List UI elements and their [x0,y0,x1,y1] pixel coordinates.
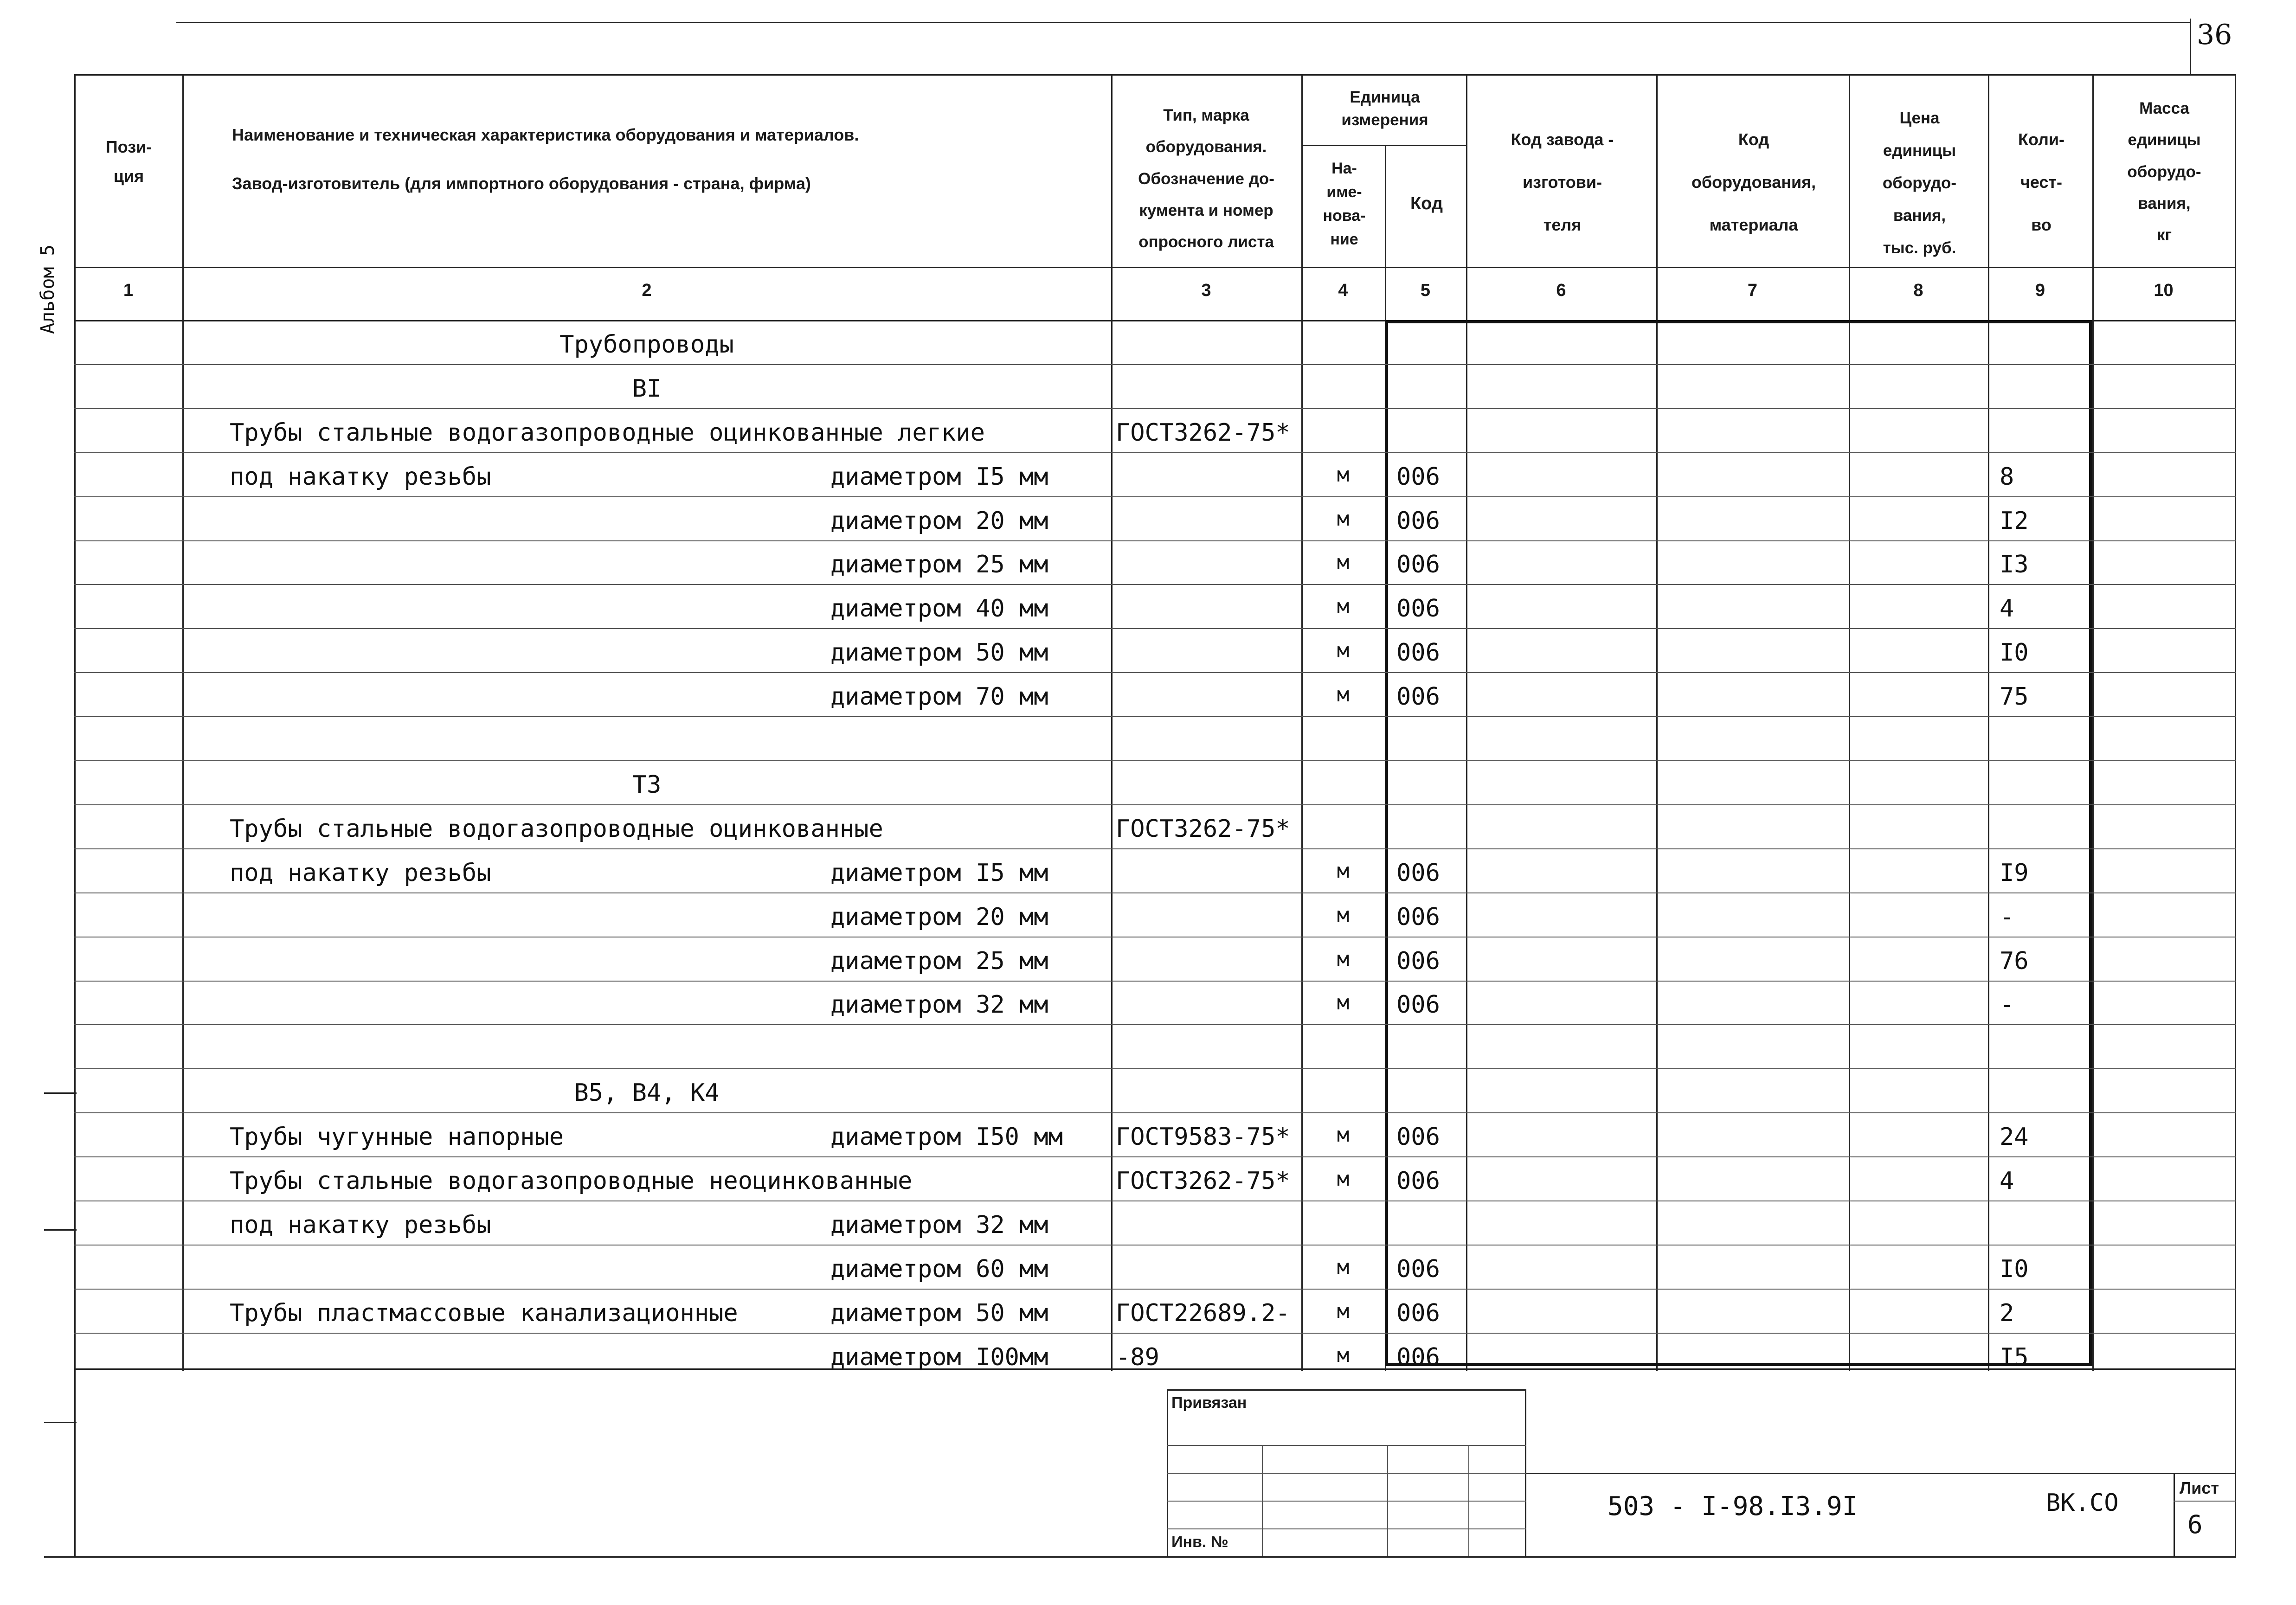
cell-gost: ГОСТ3262-75* [1116,419,1290,447]
margin-tick [44,1092,77,1094]
cell-qty: I5 [2000,1343,2029,1371]
col-number: 8 [1913,281,1923,300]
cell-diam: диаметром 50 мм [830,639,1048,667]
cell-diam: диаметром I00мм [830,1343,1048,1371]
col-line [182,74,184,1371]
col-line [2092,74,2094,1371]
cell-diam: диаметром 20 мм [830,903,1048,931]
cell-code: 006 [1396,1123,1440,1151]
cell-qty: 8 [2000,463,2014,491]
cell-unit: м [1337,1123,1350,1147]
cell-unit: м [1337,947,1350,971]
cell-diam: диаметром 70 мм [830,683,1048,711]
cell-code: 006 [1396,551,1440,578]
cell-qty: 4 [2000,1167,2014,1195]
cell-code: 006 [1396,859,1440,887]
cell-gost: ГОСТ9583-75* [1116,1123,1290,1151]
cell-diam: диаметром 25 мм [830,551,1048,578]
cell-qty: - [2000,991,2014,1019]
stamp-title-line [1526,1473,2236,1474]
cell-diam: диаметром 60 мм [830,1255,1048,1283]
margin-tick [44,1422,77,1423]
row-divider [74,672,2236,673]
row-divider [74,408,2236,409]
stamp-sheet-split [2174,1501,2236,1502]
header-name-line2: Завод-изготовитель (для импортного оборудования - страна, фирма) [232,174,811,193]
col-number: 3 [1201,281,1211,300]
row-divider [74,364,2236,365]
cell-code: 006 [1396,1255,1440,1283]
doc-code: 503 - I-98.I3.9I [1608,1491,1858,1522]
col-number: 7 [1747,281,1758,300]
page-number-frame [2190,19,2191,74]
doc-mark: ВК.СО [2046,1489,2119,1517]
top-line [176,22,2190,23]
unit-split-line [1301,145,1466,146]
cell-gost: ГОСТ3262-75* [1116,815,1290,843]
frame-top [74,74,2236,76]
cell-code: 006 [1396,639,1440,667]
cell-code: 006 [1396,1167,1440,1195]
cell-qty: I2 [2000,507,2029,535]
cell-qty: 24 [2000,1123,2029,1151]
col-number: 9 [2035,281,2045,300]
row-divider [74,848,2236,849]
cell-diam: диаметром 40 мм [830,595,1048,623]
cell-name: Трубы стальные водогазопроводные оцинкованные легкие [230,419,985,447]
row-divider [74,981,2236,982]
col-number: 6 [1556,281,1566,300]
row-divider [74,452,2236,453]
stamp-line [1262,1445,1263,1556]
stamp-sheet-line [2174,1473,2175,1556]
sheet-number: 6 [2187,1510,2203,1539]
cell-unit: м [1337,903,1350,927]
header-name-line1: Наименование и техническая характеристика оборудования и материалов. [232,125,859,144]
stamp-line [1167,1473,1526,1474]
cell-unit: м [1337,551,1350,574]
row-divider [74,892,2236,893]
col-number: 1 [123,281,134,300]
margin-tick [44,1229,77,1231]
row-divider [74,716,2236,717]
cell-section: B5, B4, K4 [574,1079,720,1107]
cell-diam: диаметром 25 мм [830,947,1048,975]
header-unit-name: На- име- нова- ние [1323,160,1366,248]
row-divider [74,1112,2236,1113]
row-divider [74,1333,2236,1334]
cell-name: под накатку резьбы [230,463,491,491]
page-number: 36 [2197,19,2232,51]
cell-unit: м [1337,859,1350,883]
col-number: 4 [1338,281,1348,300]
stamp-line [1468,1445,1469,1556]
frame-right [2235,74,2236,1558]
row-divider [74,760,2236,761]
header-bottom-line [74,267,2236,268]
cell-section: T3 [632,771,662,799]
cell-diam: диаметром 32 мм [830,1211,1048,1239]
row-divider [74,1024,2236,1025]
row-divider [74,1068,2236,1069]
cell-diam: диаметром I50 мм [830,1123,1063,1151]
stamp-inv-no: Инв. № [1171,1533,1228,1551]
row-divider [74,1289,2236,1290]
stamp-line [1167,1445,1526,1446]
cell-qty: 4 [2000,595,2014,623]
header-mass: Масса единицы оборудо- вания, кг [2127,99,2201,244]
cell-code: 006 [1396,507,1440,535]
header-plant-code: Код завода - изготови- теля [1511,130,1614,234]
stamp-line [1167,1501,1526,1502]
cell-qty: I3 [2000,551,2029,578]
sheet-label: Лист [2180,1478,2219,1497]
col-line [1111,74,1113,1371]
header-unit-code: Код [1410,194,1443,213]
cell-name: Трубы пластмассовые канализационные [230,1299,738,1327]
cell-unit: м [1337,1299,1350,1323]
cell-name: под накатку резьбы [230,859,491,887]
header-quantity: Коли- чест- во [2018,130,2065,234]
cell-qty: - [2000,903,2014,931]
cell-unit: м [1337,595,1350,618]
cell-diam: диаметром 20 мм [830,507,1048,535]
cell-section: Трубопроводы [560,331,734,359]
cell-name: Трубы чугунные напорные [230,1123,564,1151]
cell-name: под накатку резьбы [230,1211,491,1239]
cell-code: 006 [1396,683,1440,711]
row-divider [74,1156,2236,1157]
cell-qty: I0 [2000,1255,2029,1283]
stamp-line [1167,1528,1526,1529]
cell-unit: м [1337,463,1350,487]
bold-box [1385,320,2092,1366]
header-position: Пози- ция [105,137,152,186]
cell-unit: м [1337,1343,1350,1367]
side-label: Альбом 5 [37,244,58,334]
header-price: Цена единицы оборудо- вания, тыс. руб. [1882,109,1957,257]
row-divider [74,628,2236,629]
col-number: 5 [1420,281,1431,300]
cell-diam: диаметром I5 мм [830,859,1048,887]
cell-unit: м [1337,683,1350,706]
row-divider [74,804,2236,805]
cell-unit: м [1337,1167,1350,1191]
cell-qty: 75 [2000,683,2029,711]
cell-gost: ГОСТ22689.2- [1116,1299,1290,1327]
cell-code: 006 [1396,947,1440,975]
cell-qty: I9 [2000,859,2029,887]
cell-unit: м [1337,991,1350,1014]
cell-gost: ГОСТ3262-75* [1116,1167,1290,1195]
cell-code: 006 [1396,1299,1440,1327]
cell-name: Трубы стальные водогазопроводные оцинкованные [230,815,883,843]
cell-qty: 76 [2000,947,2029,975]
cell-code: 006 [1396,903,1440,931]
cell-code: 006 [1396,1343,1440,1371]
stamp-line [1387,1445,1388,1556]
cell-diam: диаметром 32 мм [830,991,1048,1019]
cell-unit: м [1337,507,1350,531]
header-equipment-code: Код оборудования, материала [1691,130,1816,234]
cell-code: 006 [1396,463,1440,491]
col-number: 10 [2154,281,2174,300]
cell-unit: м [1337,1255,1350,1279]
header-unit: Единица измерения [1341,88,1428,129]
stamp-privyazan: Привязан [1171,1394,1247,1412]
row-divider [74,540,2236,541]
cell-gost: -89 [1116,1343,1159,1371]
row-divider [74,584,2236,585]
cell-diam: диаметром 50 мм [830,1299,1048,1327]
cell-section: BI [632,375,662,403]
row-divider [74,496,2236,497]
header-type: Тип, марка оборудования. Обозначение до- кумента и номер опросного листа [1138,106,1274,251]
cell-unit: м [1337,639,1350,662]
frame-bottom [44,1556,2236,1558]
col-number: 2 [642,281,652,300]
cell-qty: I0 [2000,639,2029,667]
cell-code: 006 [1396,991,1440,1019]
cell-name: Трубы стальные водогазопроводные неоцинкованные [230,1167,913,1195]
cell-diam: диаметром I5 мм [830,463,1048,491]
cell-qty: 2 [2000,1299,2014,1327]
cell-code: 006 [1396,595,1440,623]
